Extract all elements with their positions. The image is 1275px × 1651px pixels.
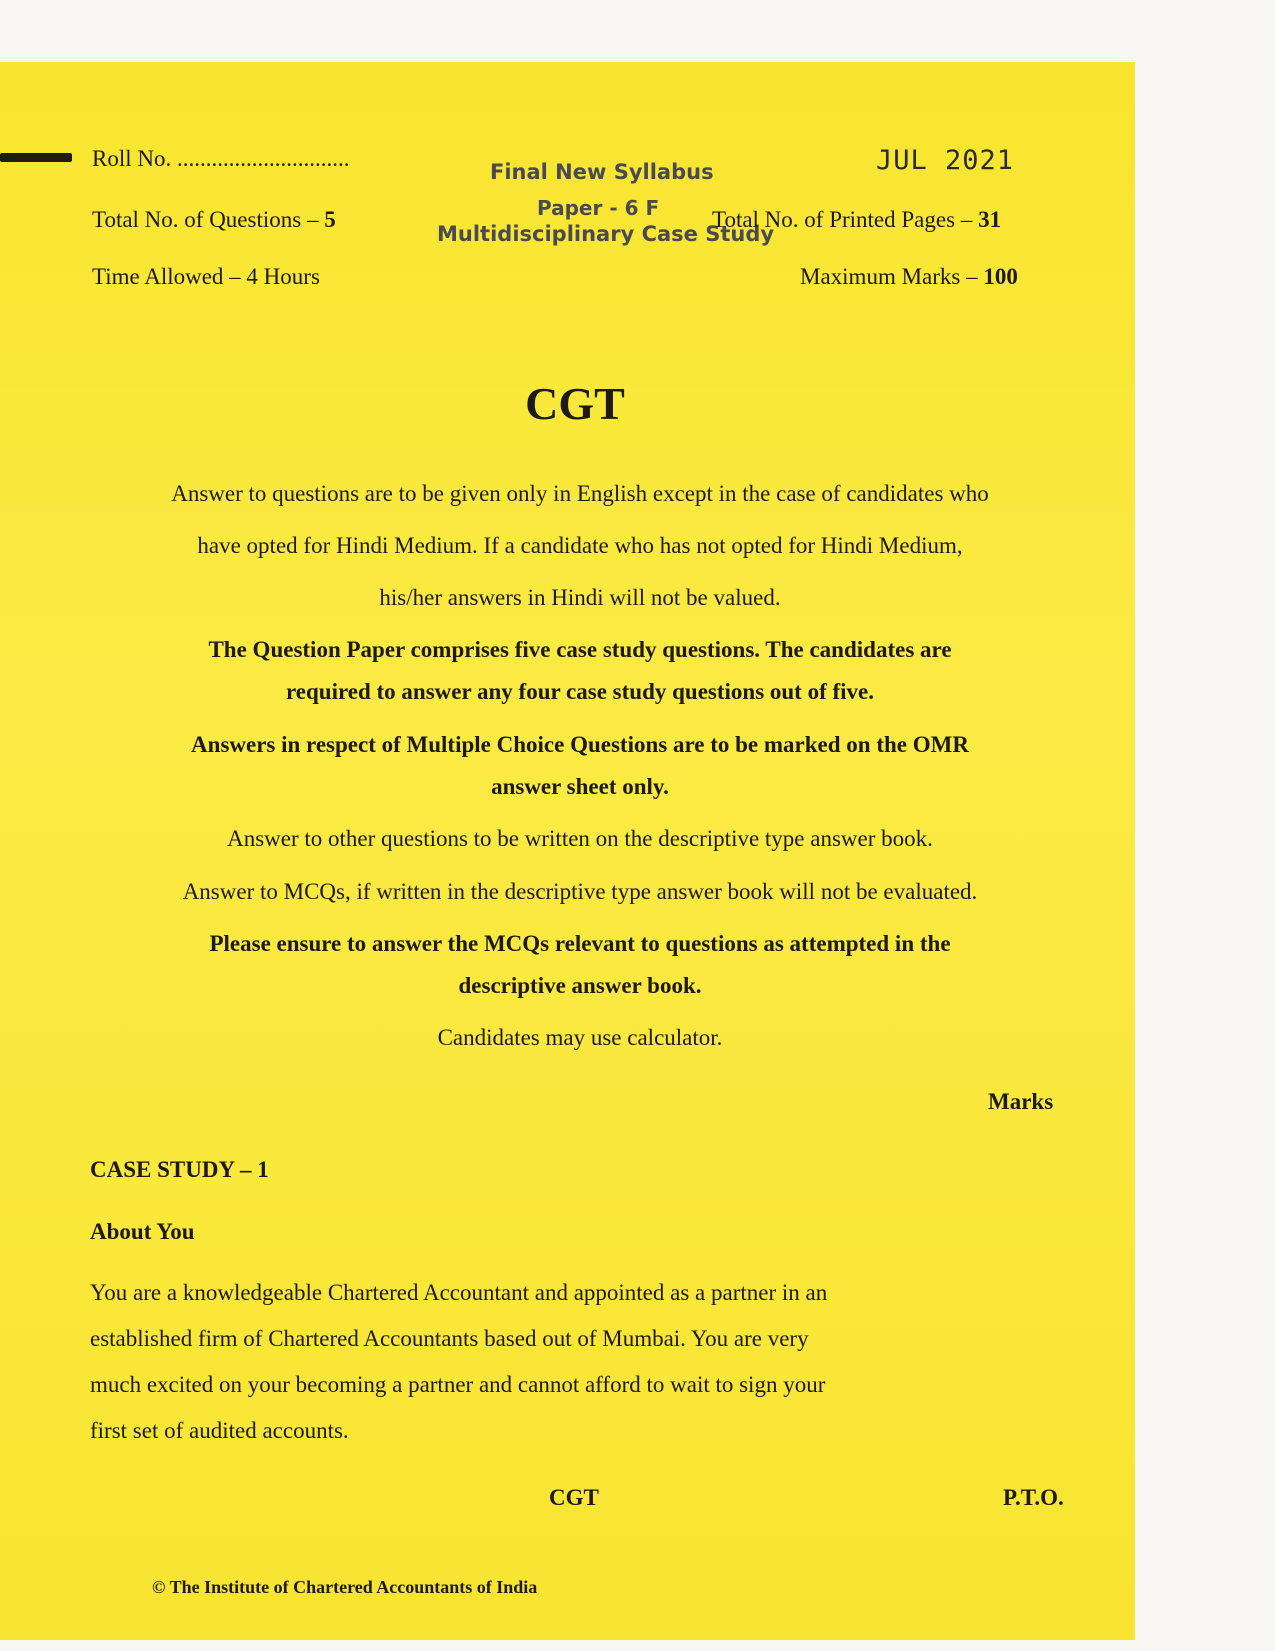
maximum-marks-label: Maximum Marks – (800, 264, 978, 289)
instruction-line-bold: required to answer any four case study questions out of five. (285, 679, 875, 704)
total-questions-value: 5 (324, 207, 336, 232)
paper-stamp: Paper - 6 F (537, 196, 660, 220)
instruction-line-bold: Please ensure to answer the MCQs relevant to questions as attempted in the (209, 931, 951, 956)
footer-pto: P.T.O. (1003, 1485, 1064, 1510)
instruction-line: Answer to other questions to be written on the descriptive type answer book. (227, 826, 933, 851)
syllabus-stamp: Final New Syllabus (490, 160, 714, 184)
copyright-notice: © The Institute of Chartered Accountants of India (152, 1577, 538, 1597)
case-study-subheading: About You (90, 1219, 195, 1244)
instruction-line: have opted for Hindi Medium. If a candidate who has not opted for Hindi Medium, (197, 533, 963, 558)
total-pages-value: 31 (978, 207, 1002, 232)
instruction-line: Answer to questions are to be given only in English except in the case of candidates who (171, 481, 989, 506)
roll-no-dots: .............................. (176, 146, 350, 171)
maximum-marks-value: 100 (983, 264, 1018, 289)
instruction-line-bold: Answers in respect of Multiple Choice Questions are to be marked on the OMR (191, 732, 969, 757)
total-pages-label: Total No. of Printed Pages – (712, 207, 973, 232)
total-questions (92, 207, 336, 233)
binding-mark (0, 153, 72, 162)
time-allowed-label: Time Allowed – (92, 264, 241, 289)
marks-label: Marks (988, 1089, 1054, 1114)
total-pages (712, 207, 1001, 233)
instruction-line: Candidates may use calculator. (437, 1025, 723, 1050)
case-study-line: established firm of Chartered Accountants based out of Mumbai. You are very (90, 1326, 809, 1351)
instruction-line: Answer to MCQs, if written in the descriptive type answer book will not be evaluated. (182, 879, 978, 904)
date-stamp: JUL 2021 (876, 145, 1015, 176)
total-questions-label: Total No. of Questions – (92, 207, 319, 232)
time-allowed (92, 264, 320, 290)
subject-stamp: Multidisciplinary Case Study (437, 222, 775, 246)
instruction-line: his/her answers in Hindi will not be valued. (379, 585, 781, 610)
case-study-heading: CASE STUDY – 1 (90, 1157, 269, 1182)
instruction-line-bold: The Question Paper comprises five case study questions. The candidates are (208, 637, 952, 662)
roll-no-label: Roll No. (92, 146, 172, 171)
footer-paper-code: CGT (549, 1485, 599, 1510)
case-study-line: much excited on your becoming a partner and cannot afford to wait to sign your (90, 1372, 826, 1397)
paper-code: CGT (525, 378, 625, 429)
instruction-line-bold: answer sheet only. (491, 774, 669, 799)
case-study-line: You are a knowledgeable Chartered Accountant and appointed as a partner in an (90, 1280, 828, 1305)
maximum-marks (800, 264, 1018, 290)
instruction-line-bold: descriptive answer book. (458, 973, 702, 998)
roll-no (92, 146, 349, 172)
time-allowed-value: 4 Hours (246, 264, 320, 289)
case-study-line: first set of audited accounts. (90, 1418, 349, 1443)
